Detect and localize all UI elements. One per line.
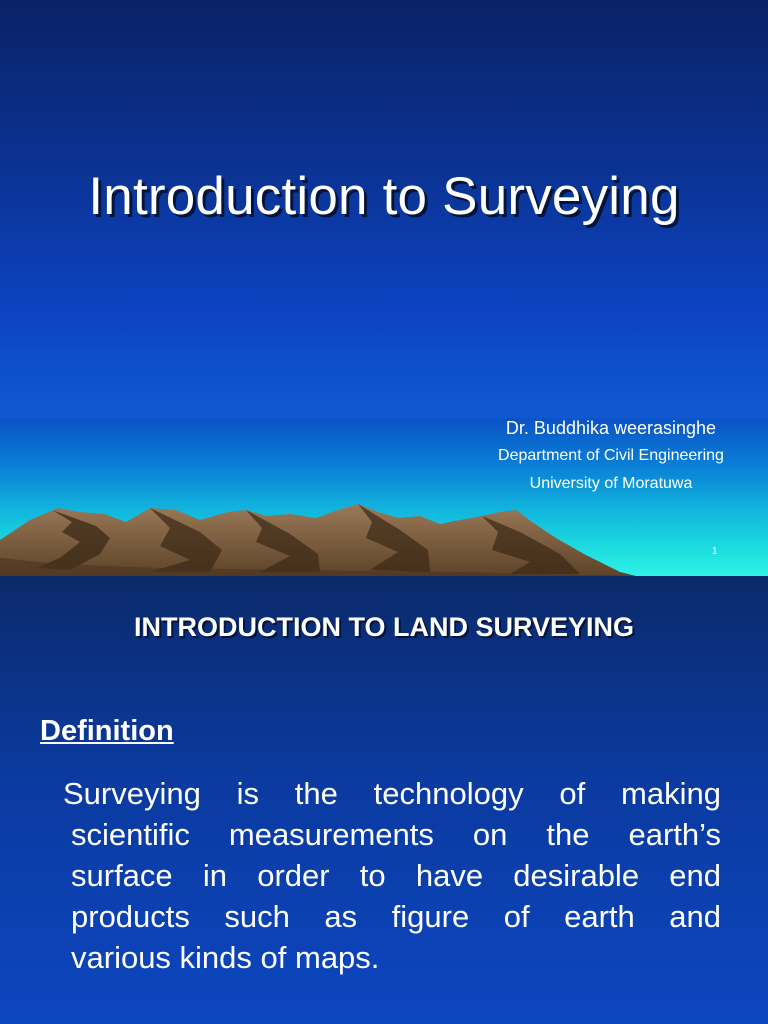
author-university: University of Moratuwa — [529, 475, 693, 492]
definition-line: various kinds of maps. — [71, 940, 380, 975]
author-department: Department of Civil Engineering — [498, 447, 724, 464]
definition-paragraph — [61, 773, 721, 978]
author-block — [456, 414, 766, 498]
author-name: Dr. Buddhika weerasinghe — [505, 418, 717, 438]
definition-line: products such as figure of earth and — [71, 899, 721, 934]
definition-line: surface in order to have desirable end — [71, 858, 721, 893]
definition-line: scientific measurements on the earth’s — [71, 817, 721, 852]
slide-number: 1 — [712, 546, 718, 557]
definition-heading: Definition — [40, 715, 174, 747]
slide-title: Introduction to Surveying — [88, 167, 680, 226]
definition-line: Surveying is the technology of making — [63, 776, 721, 811]
mountain-range-illustration — [0, 498, 768, 576]
section-title: INTRODUCTION TO LAND SURVEYING — [133, 612, 635, 642]
